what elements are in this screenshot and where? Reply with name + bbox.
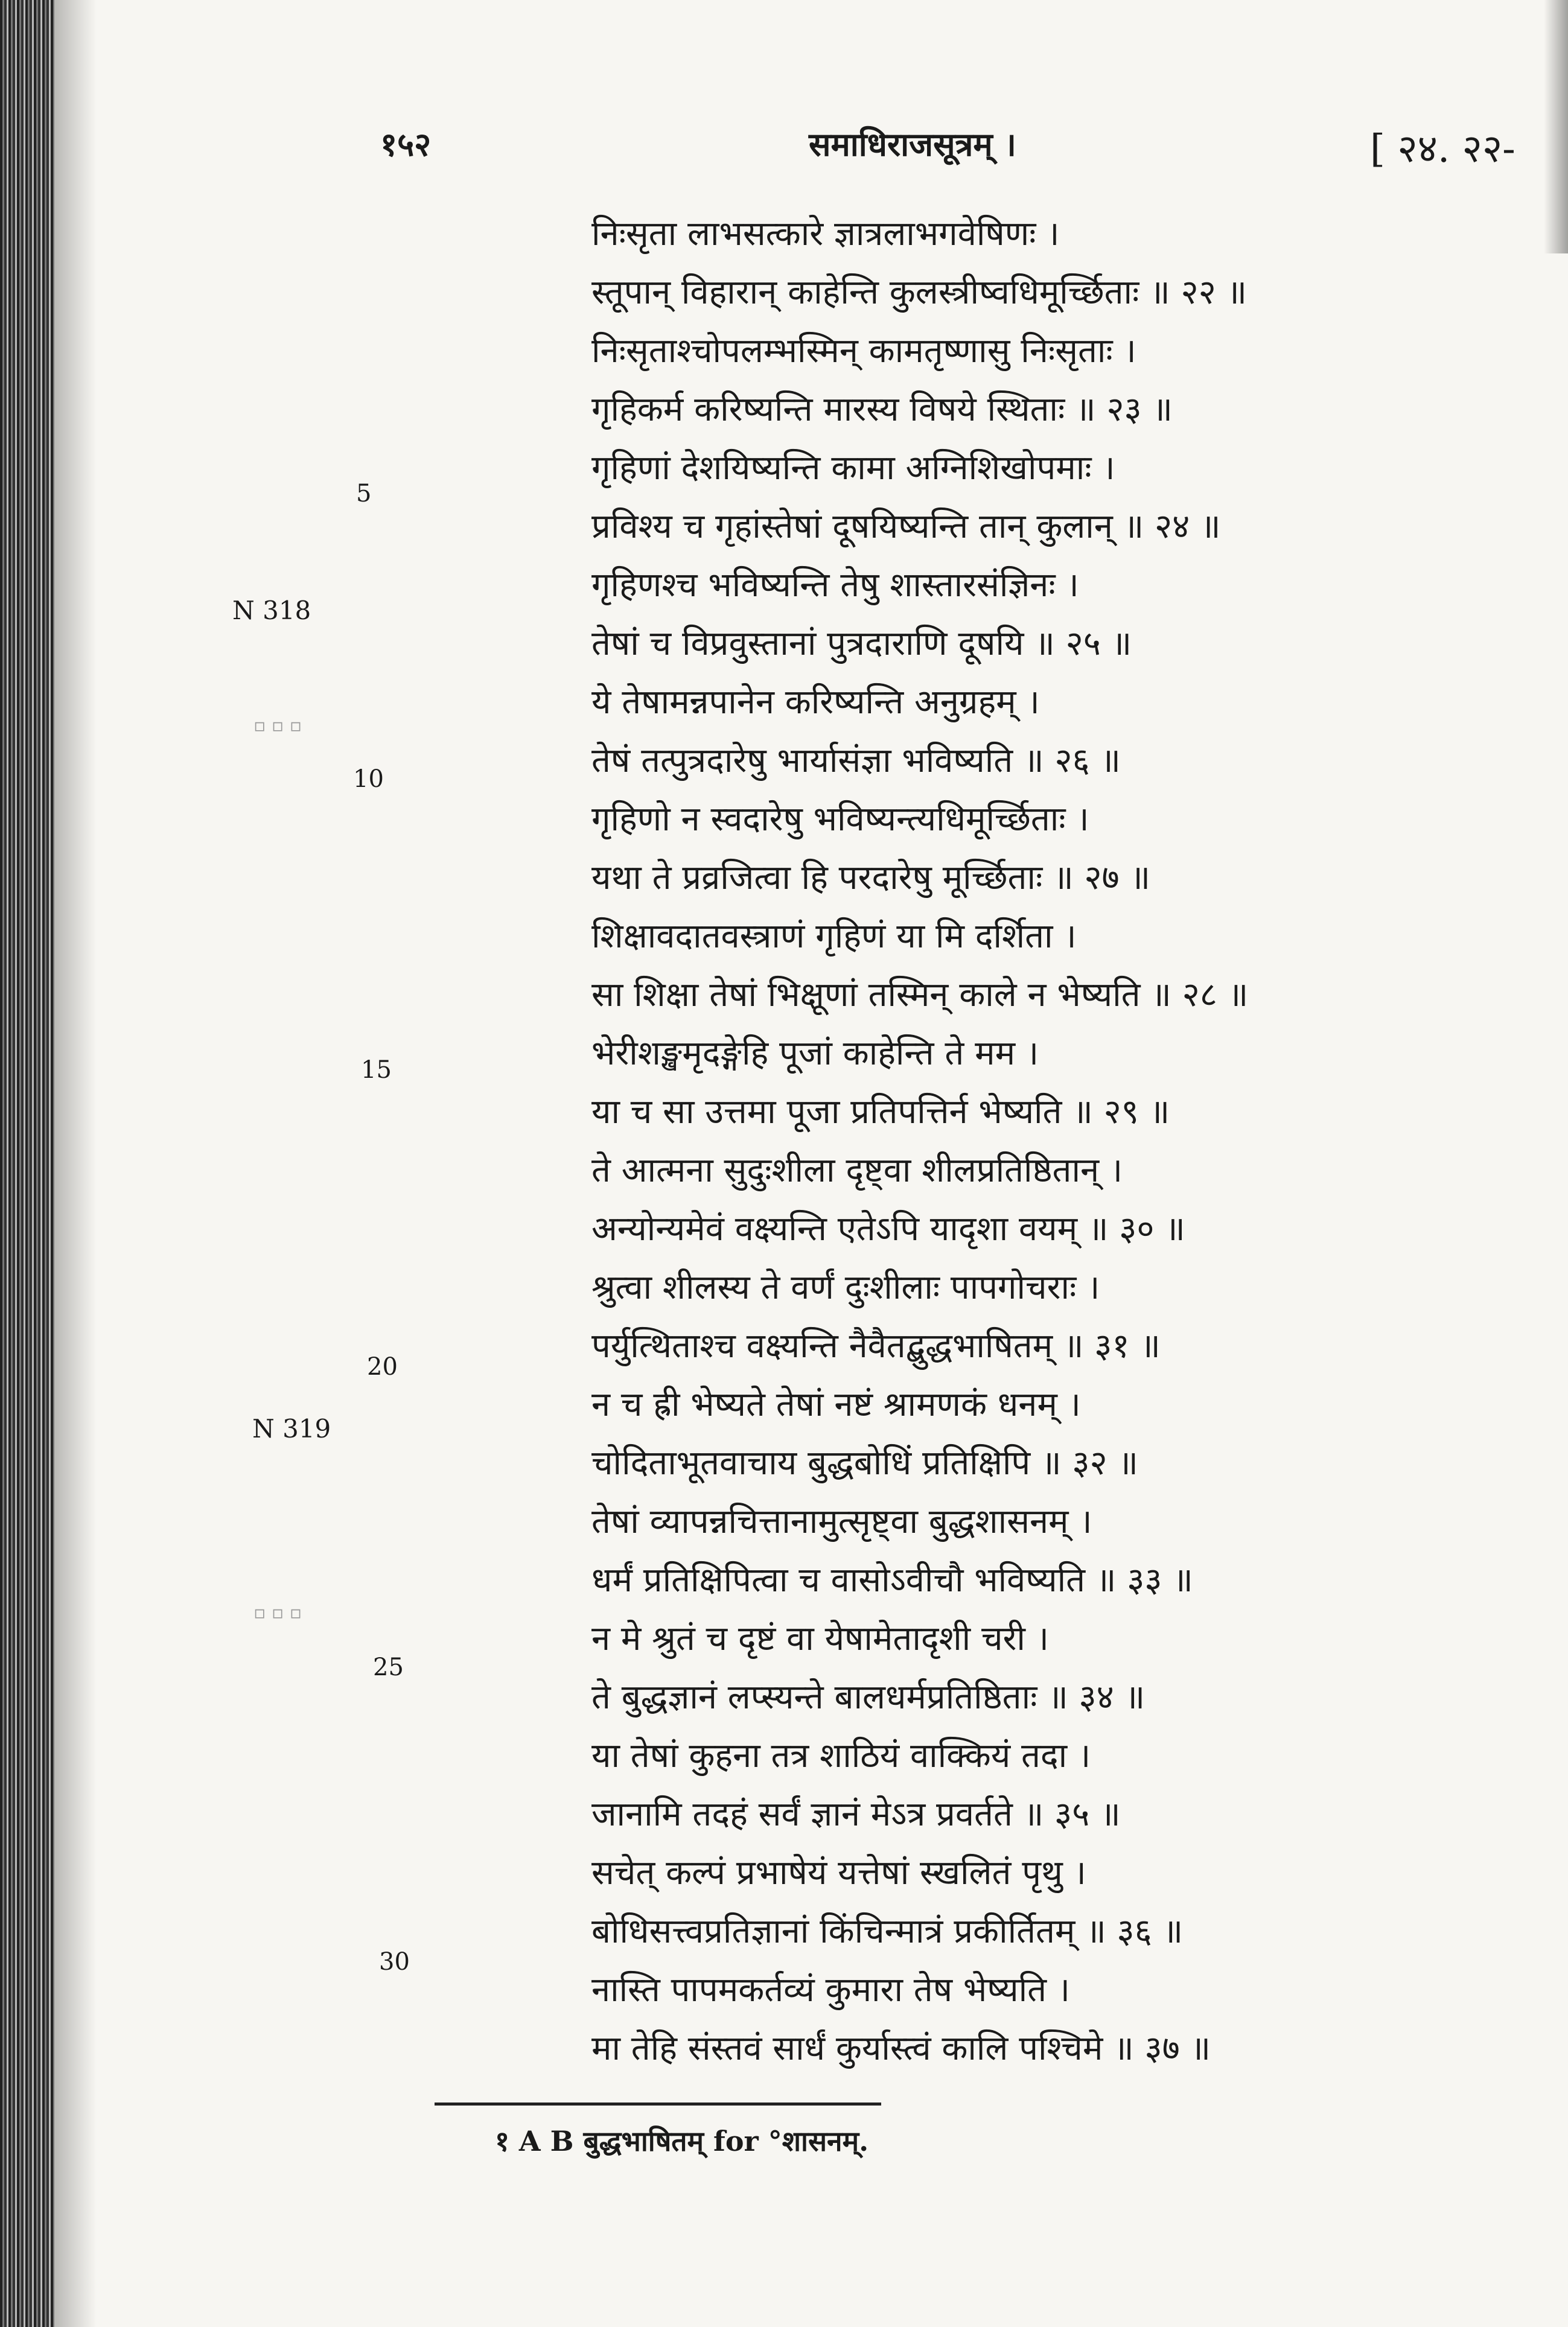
verse-line: अन्योन्यमेवं वक्ष्यन्ति एतेऽपि यादृशा वयम् ॥ ३० ॥: [591, 1209, 1185, 1249]
manuscript-reference: N 318: [232, 596, 311, 625]
verse-line: जानामि तदहं सर्वं ज्ञानं मेऽत्र प्रवर्तते ॥ ३५ ॥: [591, 1795, 1121, 1834]
verse-line: तेषां व्यापन्नचित्तानामुत्सृष्ट्वा बुद्धशासनम् ।: [591, 1502, 1092, 1541]
page-edge-shadow: [1544, 0, 1568, 253]
line-number: 25: [373, 1654, 404, 1681]
verse-line: ये तेषामन्नपानेन करिष्यन्ति अनुग्रहम् ।: [591, 683, 1040, 722]
page-number: १५२: [380, 125, 432, 164]
footnote-rule: [435, 2103, 881, 2106]
verse-line: नास्ति पापमकर्तव्यं कुमारा तेष भेष्यति ।: [591, 1970, 1071, 2010]
verse-line: सचेत् कल्पं प्रभाषेयं यत्तेषां स्खलितं पृथु ।: [591, 1853, 1086, 1892]
verse-line: निःसृताश्चोपलम्भस्मिन् कामतृष्णासु निःसृताः ।: [591, 331, 1136, 371]
line-number: 10: [353, 765, 384, 793]
verse-line: तेषं तत्पुत्रदारेषु भार्यासंज्ञा भविष्यति ॥ २६ ॥: [591, 741, 1121, 780]
faded-mark: ▫ ▫ ▫: [253, 1602, 302, 1623]
line-number: 30: [379, 1948, 410, 1976]
verse-line: गृहिकर्म करिष्यन्ति मारस्य विषये स्थिताः ॥ २३ ॥: [591, 390, 1173, 429]
verse-line: पर्युत्थिताश्च वक्ष्यन्ति नैवैतद्बुद्धभाषितम् ॥ ३१ ॥: [591, 1326, 1161, 1366]
faded-mark: ▫ ▫ ▫: [253, 715, 302, 736]
verse-line: ते बुद्धज्ञानं लप्स्यन्ते बालधर्मप्रतिष्ठिताः ॥ ३४ ॥: [591, 1678, 1146, 1717]
verse-line: न मे श्रुतं च दृष्टं वा येषामेतादृशी चरी ।: [591, 1619, 1049, 1658]
running-title: समाधिराजसूत्रम् ।: [809, 125, 1016, 164]
verse-line: न च ह्री भेष्यते तेषां नष्टं श्रामणकं धनम् ।: [591, 1385, 1081, 1424]
verse-line: गृहिणश्च भविष्यन्ति तेषु शास्तारसंज्ञिनः ।: [591, 565, 1079, 605]
verse-line: या च सा उत्तमा पूजा प्रतिपत्तिर्न भेष्यति ॥ २९ ॥: [591, 1092, 1170, 1132]
verse-line: श्रुत्वा शीलस्य ते वर्णं दुःशीलाः पापगोचराः ।: [591, 1268, 1100, 1307]
footnote: १ A B बुद्धभाषितम् for °शासनम्.: [495, 2125, 869, 2157]
verse-line: तेषां च विप्रवुस्तानां पुत्रदाराणि दूषयि ॥ २५ ॥: [591, 624, 1132, 663]
line-number: 15: [361, 1056, 392, 1084]
verse-line: बोधिसत्त्वप्रतिज्ञानां किंचिन्मात्रं प्रकीर्तितम् ॥ ३६ ॥: [591, 1912, 1184, 1951]
section-reference: [ २४. २२-: [1370, 127, 1515, 171]
verse-line: स्तूपान् विहारान् काहेन्ति कुलस्त्रीष्वधिमूर्च्छिताः ॥ २२ ॥: [591, 273, 1248, 312]
line-number: 20: [367, 1353, 398, 1381]
verse-line: निःसृता लाभसत्कारे ज्ञात्रलाभगवेषिणः ।: [591, 214, 1060, 253]
binding-shadow: [54, 0, 97, 2327]
verse-line: यथा ते प्रव्रजित्वा हि परदारेषु मूर्च्छिताः ॥ २७ ॥: [591, 858, 1151, 897]
verse-line: सा शिक्षा तेषां भिक्षूणां तस्मिन् काले न भेष्यति ॥ २८ ॥: [591, 975, 1249, 1014]
verse-line: ते आत्मना सुदुःशीला दृष्ट्वा शीलप्रतिष्ठितान् ।: [591, 1151, 1123, 1190]
verse-line: गृहिणो न स्वदारेषु भविष्यन्त्यधिमूर्च्छिताः ।: [591, 800, 1089, 839]
verse-line: मा तेहि संस्तवं सार्धं कुर्यास्त्वं कालि पश्चिमे ॥ ३७ ॥: [591, 2029, 1211, 2068]
verse-line: प्रविश्य च गृहांस्तेषां दूषयिष्यन्ति तान् कुलान् ॥ २४ ॥: [591, 507, 1221, 546]
verse-line: शिक्षावदातवस्त्राणं गृहिणं या मि दर्शिता ।: [591, 917, 1077, 956]
book-binding-edge: [0, 0, 54, 2327]
verse-line: गृहिणां देशयिष्यन्ति कामा अग्निशिखोपमाः ।: [591, 448, 1115, 488]
manuscript-reference: N 319: [252, 1414, 331, 1444]
verse-line: या तेषां कुहना तत्र शाठियं वाक्कियं तदा ।: [591, 1736, 1091, 1775]
verse-line: धर्मं प्रतिक्षिपित्वा च वासोऽवीचौ भविष्यति ॥ ३३ ॥: [591, 1561, 1193, 1600]
verse-line: चोदिताभूतवाचाय बुद्धबोधिं प्रतिक्षिपि ॥ ३२ ॥: [591, 1444, 1138, 1483]
verse-line: भेरीशङ्खमृदङ्गेहि पूजां काहेन्ति ते मम ।: [591, 1034, 1039, 1073]
line-number: 5: [356, 480, 372, 508]
